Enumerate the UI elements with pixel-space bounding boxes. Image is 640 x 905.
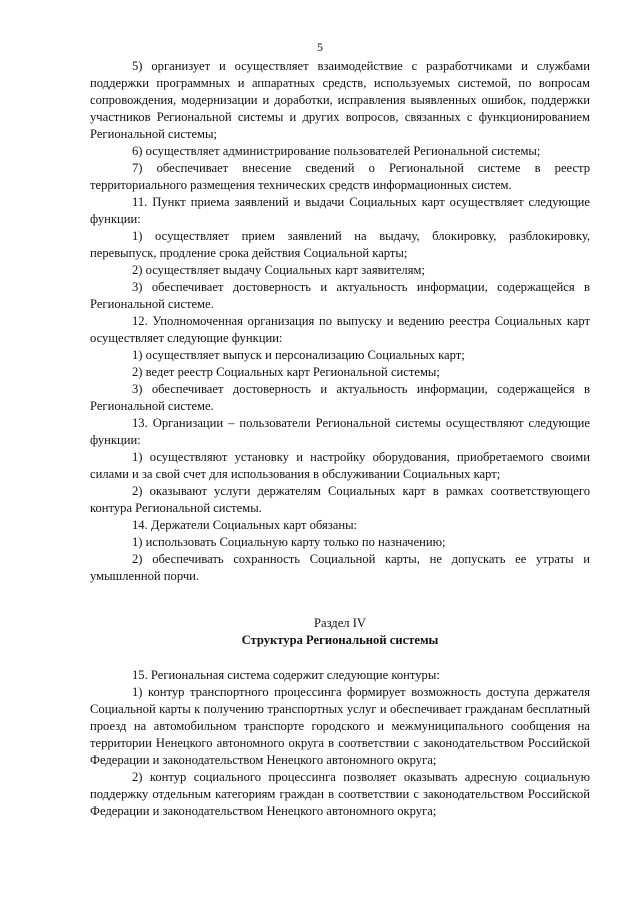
- paragraph-item-5: 5) организует и осуществляет взаимодействие с разработчиками и службами поддержки программных и аппаратных средств, используемых системой, по вопросам сопровождения, модернизации и доработки, исправления выявленных ошибок, поддержки участников Региональной системы и других вопросов, связанных с функционированием Региональной системы;: [90, 59, 590, 141]
- section-title: Структура Региональной системы: [241, 633, 439, 647]
- paragraph-clause-12: 12. Уполномоченная организация по выпуску и ведению реестра Социальных карт осуществляет следующие функции:: [90, 314, 590, 345]
- paragraph-item-14-2: 2) обеспечивать сохранность Социальной карты, не допускать ее утраты и умышленной порчи.: [90, 552, 590, 583]
- paragraph-item-12-1: 1) осуществляет выпуск и персонализацию Социальных карт;: [132, 348, 465, 362]
- paragraph-item-11-1: 1) осуществляет прием заявлений на выдачу, блокировку, разблокировку, перевыпуск, продление срока действия Социальной карты;: [90, 229, 590, 260]
- paragraph-item-11-3: 3) обеспечивает достоверность и актуальность информации, содержащейся в Региональной системе.: [90, 280, 590, 311]
- paragraph-item-13-2: 2) оказывают услуги держателям Социальных карт в рамках соответствующего контура Региональной системы.: [90, 484, 590, 515]
- paragraph-item-13-1: 1) осуществляют установку и настройку оборудования, приобретаемого своими силами и за свой счет для использования в обслуживании Социальных карт;: [90, 450, 590, 481]
- paragraph-item-15-1: 1) контур транспортного процессинга формирует возможность доступа держателя Социальной карты к получению транспортных услуг и обеспечивает гражданам бесплатный проезд на автомобильном транспорте городского и межмуниципального сообщения на территории Ненецкого автономного округа в соответствии с законодательством Российской Федерации и законодательством Ненецкого автономного округа;: [90, 685, 590, 767]
- document-body: [90, 58, 590, 820]
- paragraph-item-14-1: 1) использовать Социальную карту только по назначению;: [132, 535, 446, 549]
- paragraph-item-12-2: 2) ведет реестр Социальных карт Региональной системы;: [132, 365, 440, 379]
- paragraph-item-12-3: 3) обеспечивает достоверность и актуальность информации, содержащейся в Региональной системе.: [90, 382, 590, 413]
- paragraph-clause-14: 14. Держатели Социальных карт обязаны:: [132, 518, 358, 532]
- paragraph-item-15-2: 2) контур социального процессинга позволяет оказывать адресную социальную поддержку отдельным категориям граждан в соответствии с законодательством Российской Федерации и законодательством Ненецкого автономного округа;: [90, 770, 590, 818]
- paragraph-clause-11: 11. Пункт приема заявлений и выдачи Социальных карт осуществляет следующие функции:: [90, 195, 590, 226]
- paragraph-clause-15: 15. Региональная система содержит следующие контуры:: [132, 668, 440, 682]
- section-label: Раздел IV: [313, 616, 367, 630]
- page-number: 5: [317, 40, 323, 54]
- paragraph-item-6: 6) осуществляет администрирование пользователей Региональной системы;: [132, 144, 541, 158]
- paragraph-clause-13: 13. Организации – пользователи Региональной системы осуществляют следующие функции:: [90, 416, 590, 447]
- paragraph-item-7: 7) обеспечивает внесение сведений о Региональной системе в реестр территориального размещения технических средств информационных систем.: [90, 161, 590, 192]
- paragraph-item-11-2: 2) осуществляет выдачу Социальных карт заявителям;: [132, 263, 425, 277]
